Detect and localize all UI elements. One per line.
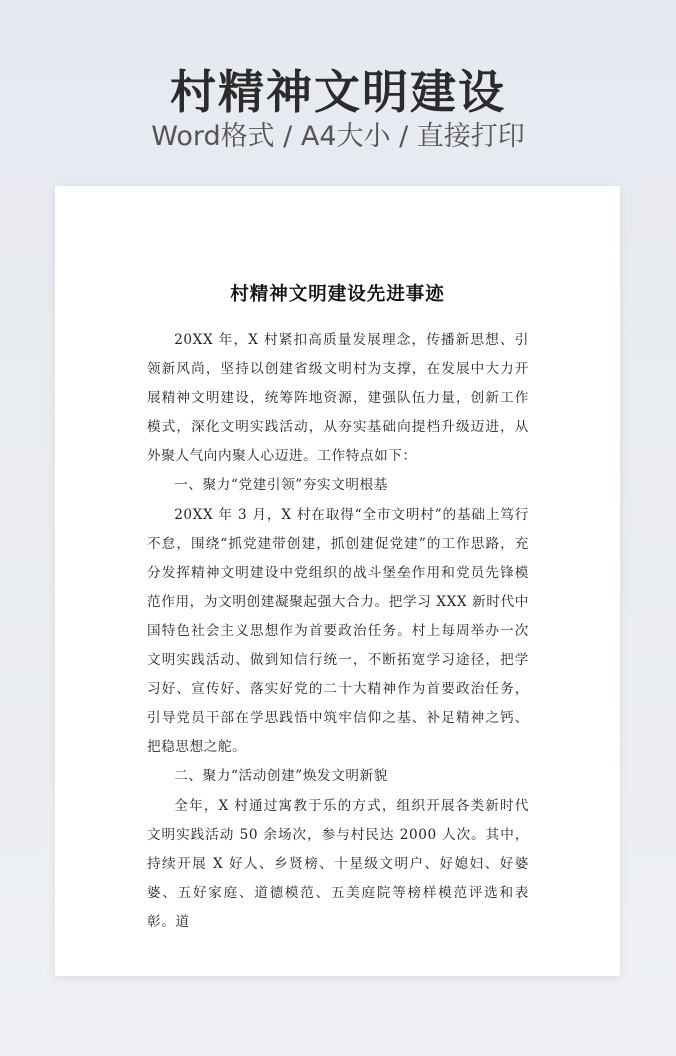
paragraph-intro: 20XX 年，X 村紧扣高质量发展理念，传播新思想、引领新风尚，坚持以创建省级文明村为支撑，在发展中大力开展精神文明建设，统筹阵地资源，建强队伍力量，创新工作模式，深化文明实践活动，从夯实基础向提档升级迈进，从外聚人气向内聚人心迈进。工作特点如下： [147,332,529,465]
document-body [147,326,529,937]
header-banner [0,0,676,186]
document-page [55,186,620,976]
section-heading-1: 一、聚力“党建引领”夯实文明根基 [174,477,388,494]
paragraph-section-1: 20XX 年 3 月，X 村在取得“全市文明村”的基础上笃行不怠，围绕“抓党建带创建，抓创建促党建”的工作思路，充分发挥精神文明建设中党组织的战斗堡垒作用和党员先锋模范作用，为文明创建凝聚起强大合力。把学习 XXX 新时代中国特色社会主义思想作为首要政治任务。村上每周举办一次文明实践活动、做到知信行统一，不断拓宽学习途径，把学习好、宣传好、落实好党的二十大精神作为首要政治任务，引导党员干部在学思践悟中筑牢信仰之基、补足精神之钙、把稳思想之舵。 [147,506,529,756]
paragraph-section-2: 全年，X 村通过寓教于乐的方式，组织开展各类新时代文明实践活动 50 余场次，参与村民达 2000 人次。其中，持续开展 X 好人、乡贤榜、十星级文明户、好媳妇、好婆婆、五好家庭、道德模范、五美庭院等榜样模范评选和表彰。道 [147,797,529,930]
banner-title: 村精神文明建设 [170,65,506,119]
banner-subtitle: Word格式 / A4大小 / 直接打印 [151,121,525,152]
document-title: 村精神文明建设先进事迹 [230,284,445,305]
section-heading-2: 二、聚力“活动创建”焕发文明新貌 [174,768,388,785]
